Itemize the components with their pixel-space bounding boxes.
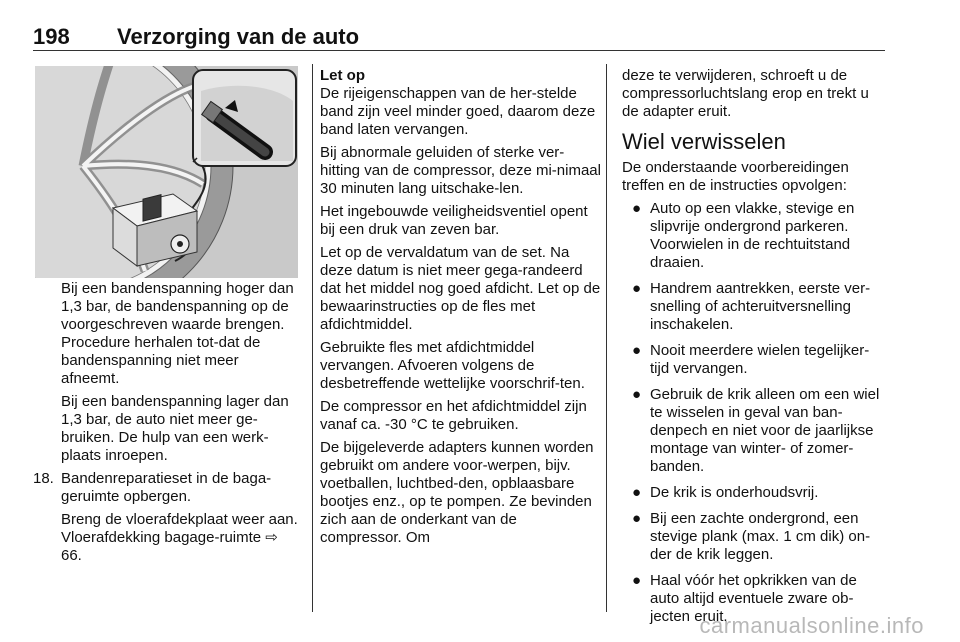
bullet-icon: ● xyxy=(632,510,642,527)
paragraph xyxy=(61,511,301,565)
bullet-list xyxy=(622,200,886,626)
list-item-text: De krik is onderhoudsvrij. xyxy=(650,484,819,501)
paragraph: Bij een bandenspanning hoger dan 1,3 bar, de bandenspanning op de voorgeschreven waarde brengen. Procedure herhalen tot-dat de bandenspanning niet meer afneemt. xyxy=(61,280,294,387)
step-number: 18. xyxy=(33,470,54,487)
column-divider xyxy=(312,64,313,612)
list-item-text: Nooit meerdere wielen tegelijker-tijd vervangen. xyxy=(650,342,870,377)
list-item-text: Gebruik de krik alleen om een wiel te wisselen in geval van ban-denpech en niet voor de jaarlijkse montage van winter- of zomer-banden. xyxy=(650,386,880,475)
section-heading: Wiel verwisselen xyxy=(622,129,786,154)
valve-detail-inset xyxy=(193,70,296,166)
paragraph: Bij abnormale geluiden of sterke ver-hitting van de compressor, deze mi-nimaal 30 minuten lang uitschake-len. xyxy=(320,144,601,197)
list-item xyxy=(622,342,886,378)
compressor-wheel-drawing xyxy=(35,66,298,278)
list-item xyxy=(622,510,886,564)
step-text: Bandenreparatieset in de baga-geruimte opbergen. xyxy=(61,470,272,505)
paragraph: Bij een bandenspanning lager dan 1,3 bar, de auto niet meer ge-bruiken. De hulp van een werk-plaats inroepen. xyxy=(61,393,289,464)
header-rule xyxy=(33,50,885,51)
paragraph: Let op de vervaldatum van de set. Na deze datum is niet meer gega-randeerd dat het middel nog goed afdicht. Let op de bewaarinstructies op de fles met afdichtmiddel. xyxy=(320,244,601,333)
page-number: 198 xyxy=(33,24,70,49)
paragraph: De compressor en het afdichtmiddel zijn vanaf ca. -30 °C te gebruiken. xyxy=(320,398,587,433)
bullet-icon: ● xyxy=(632,342,642,359)
paragraph: deze te verwijderen, schroeft u de compressorluchtslang erop en trekt u de adapter eruit. xyxy=(622,67,869,120)
page-reference-link[interactable]: ⇨ 66. xyxy=(61,529,278,564)
tyre-compressor-illustration xyxy=(35,66,298,278)
page-title: Verzorging van de auto xyxy=(117,24,360,49)
paragraph: De rijeigenschappen van de her-stelde band zijn veel minder goed, daarom deze band laten vervangen. xyxy=(320,85,596,138)
bullet-icon: ● xyxy=(632,280,642,297)
bullet-icon: ● xyxy=(632,386,642,403)
list-item xyxy=(622,200,886,272)
list-item-text: Haal vóór het opkrikken van de auto altijd eventuele zware ob-jecten eruit. xyxy=(650,572,857,625)
column-divider xyxy=(606,64,607,612)
column-right xyxy=(622,67,886,634)
paragraph: De onderstaande voorbereidingen treffen en de instructies opvolgen: xyxy=(622,159,849,194)
note-heading: Let op xyxy=(320,67,365,84)
list-item-text: Bij een zachte ondergrond, een stevige plank (max. 1 cm dik) on-der de krik leggen. xyxy=(650,510,871,563)
paragraph: Het ingebouwde veiligheidsventiel opent bij een druk van zeven bar. xyxy=(320,203,588,238)
list-item-text: Auto op een vlakke, stevige en slipvrije ondergrond parkeren. Voorwielen in de rechtuitstand draaien. xyxy=(650,200,855,271)
list-item xyxy=(622,484,886,502)
paragraph: De bijgeleverde adapters kunnen worden gebruikt om andere voor-werpen, bijv. voetballen, luchtbed-den, opblaasbare bootjes enz., op te pompen. Ze bevinden zich aan de onderkant van de compressor. Om xyxy=(320,439,594,546)
column-middle xyxy=(320,67,602,552)
list-item xyxy=(622,386,886,476)
compressor-graphic xyxy=(113,194,197,266)
paragraph-text: Breng de vloerafdekplaat weer aan. Vloerafdekking bagage-ruimte xyxy=(61,511,298,546)
watermark: carmanualsonline.info xyxy=(699,613,924,638)
paragraph: Gebruikte fles met afdichtmiddel vervangen. Afvoeren volgens de desbetreffende wettelijke voorschrif-ten. xyxy=(320,339,585,392)
numbered-step-18 xyxy=(33,470,301,506)
column-left xyxy=(33,280,301,570)
bullet-icon: ● xyxy=(632,572,642,589)
bullet-icon: ● xyxy=(632,200,642,217)
bullet-icon: ● xyxy=(632,484,642,501)
list-item xyxy=(622,280,886,334)
list-item-text: Handrem aantrekken, eerste ver-snelling of achteruitversnelling inschakelen. xyxy=(650,280,871,333)
page-header xyxy=(33,24,885,52)
